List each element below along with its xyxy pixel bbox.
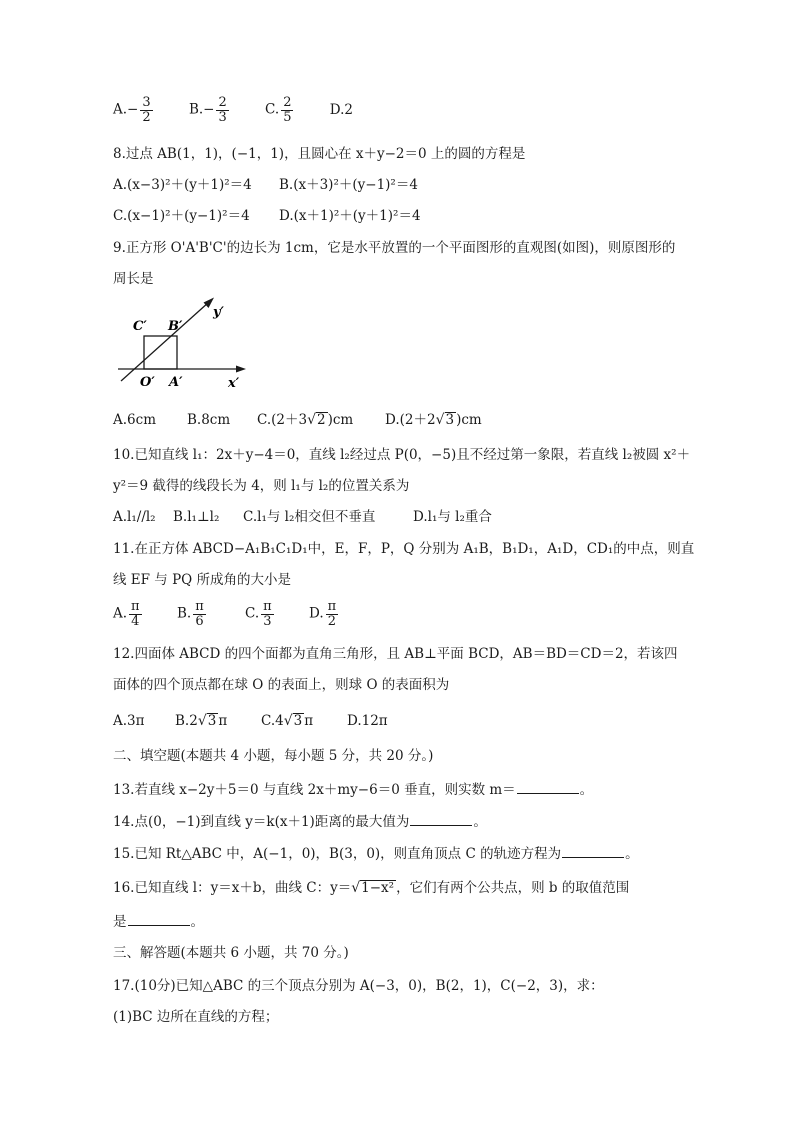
q7-option-b [189, 96, 231, 124]
q12-options [113, 713, 388, 731]
q11-a-fraction [129, 600, 142, 628]
q9-option-d [385, 412, 482, 430]
q8-option-d: D.(x＋1)²＋(y＋1)²＝4 [279, 208, 421, 224]
label-y-prime: y′ [213, 305, 224, 320]
q16-line2-pre: 是 [113, 914, 127, 930]
q16-line2 [113, 913, 204, 931]
q9-c-post: )cm [327, 412, 354, 428]
radical-sign: √ [283, 713, 293, 729]
q8-options-row2 [113, 208, 421, 225]
q11-b-label: B. [177, 605, 192, 622]
q7-option-a [113, 96, 155, 124]
q7-a-label: A. [113, 101, 128, 118]
q13-answer-blank[interactable] [517, 781, 579, 794]
q11-c-num: π [263, 599, 272, 614]
label-b-prime: B′ [168, 319, 183, 334]
label-x-prime: x′ [228, 376, 240, 391]
label-c-prime: C′ [133, 319, 147, 334]
q11-option-a [113, 600, 177, 628]
q10-option-c: C.l₁与 l₂相交但不垂直 [243, 509, 376, 525]
q7-c-label: C. [265, 101, 280, 118]
q16-line1 [113, 880, 629, 898]
q7-b-fraction [216, 96, 228, 124]
radical-sign: √ [307, 412, 317, 428]
q10-options [113, 509, 492, 526]
q16-text: 16.已知直线 l：y＝x＋b，曲线 C：y＝ [113, 880, 352, 896]
q11-d-num: π [327, 599, 337, 614]
q12-line1: 12.四面体 ABCD 的四个面都为直角三角形，且 AB⊥平面 BCD，AB＝BD＝CD＝2，若该四 [113, 646, 678, 662]
q16-radicand: 1−x² [361, 880, 395, 896]
q15-text: 15.已知 Rt△ABC 中，A(−1，0)，B(3，0)，则直角顶点 C 的轨迹方程为 [113, 846, 562, 862]
q11-options [113, 600, 340, 628]
q8-option-c: C.(x−1)²＋(y−1)²＝4 [113, 208, 250, 224]
q11-d-label: D. [309, 605, 324, 622]
q12-option-d: D.12π [347, 713, 388, 729]
q7-b-den: 3 [218, 109, 227, 125]
q10-option-d: D.l₁与 l₂重合 [413, 509, 492, 525]
q11-line2: 线 EF 与 PQ 所成角的大小是 [113, 572, 292, 588]
q8-stem: 8.过点 AB(1，1)，(−1，1)，且圆心在 x＋y−2＝0 上的圆的方程是 [113, 146, 526, 162]
q17-part1: (1)BC 边所在直线的方程； [113, 1009, 279, 1025]
q14-end: 。 [473, 814, 487, 830]
q7-c-fraction [281, 96, 293, 124]
q8-options-row1 [113, 177, 418, 194]
q9-option-b: B.8cm [187, 412, 231, 428]
q7-b-num: 2 [218, 95, 227, 110]
radical-sign: √ [351, 880, 361, 896]
q9-d-radicand: 3 [445, 412, 455, 428]
q11-line1: 11.在正方体 ABCD−A₁B₁C₁D₁中，E，F，P，Q 分别为 A₁B，B₁D₁，A₁D，CD₁的中点，则直 [113, 541, 695, 557]
q7-options [113, 96, 353, 124]
q11-option-b [177, 600, 245, 628]
q11-d-fraction [326, 600, 339, 628]
q11-option-d [309, 600, 340, 628]
q9-stem-line2: 周长是 [113, 271, 154, 287]
q16-answer-blank[interactable] [128, 913, 190, 926]
q11-c-den: 3 [263, 613, 272, 629]
q7-c-den: 5 [283, 109, 292, 125]
q14-answer-blank[interactable] [410, 813, 472, 826]
section-3-heading: 三、解答题(本题共 6 小题，共 70 分。) [113, 945, 349, 961]
radical-sign: √ [197, 713, 207, 729]
q10-line1: 10.已知直线 l₁：2x＋y−4＝0，直线 l₂经过点 P(0，−5)且不经过第一象限，若直线 l₂被圆 x²＋ [113, 447, 691, 463]
section-2-heading: 二、填空题(本题共 4 小题，每小题 5 分，共 20 分。) [113, 748, 434, 764]
q7-a-num: 3 [142, 95, 151, 110]
q12-line2: 面体的四个顶点都在球 O 的表面上，则球 O 的表面积为 [113, 677, 450, 693]
q17-stem: 17.(10分)已知△ABC 的三个顶点分别为 A(−3，0)，B(2，1)，C(−2，3)，求： [113, 978, 604, 994]
radical-sign: √ [435, 412, 445, 428]
q16-end: 。 [190, 914, 204, 930]
q9-stem-line1: 9.正方形 O'A'B'C'的边长为 1cm，它是水平放置的一个平面图形的直观图(如图)，则原图形的 [113, 240, 676, 256]
q9-d-post: )cm [456, 412, 482, 428]
q13 [113, 781, 593, 799]
q11-d-den: 2 [327, 613, 337, 629]
q11-a-num: π [131, 599, 140, 614]
q7-a-fraction [140, 96, 152, 124]
q9-d-pre: D.(2＋2 [385, 412, 436, 428]
q16-text-post: ，它们有两个公共点，则 b 的取值范围 [396, 880, 630, 896]
q12-option-a: A.3π [113, 713, 145, 729]
q12-c-radicand: 3 [293, 713, 303, 729]
q7-option-d: D.2 [329, 101, 353, 118]
q9-option-c [257, 412, 385, 430]
q10-option-a: A.l₁//l₂ [113, 509, 156, 525]
q14 [113, 813, 487, 831]
q10-option-b: B.l₁⊥l₂ [173, 509, 220, 525]
q11-b-fraction [193, 600, 206, 628]
label-o-prime: O′ [140, 375, 155, 390]
q12-c-post: π [304, 713, 314, 729]
q15-answer-blank[interactable] [562, 845, 624, 858]
q14-text: 14.点(0，−1)到直线 y＝k(x＋1)距离的最大值为 [113, 814, 410, 830]
label-a-prime: A′ [169, 375, 183, 390]
q12-b-post: π [218, 713, 228, 729]
q7-a-den: 2 [142, 109, 151, 125]
q8-option-b: B.(x＋3)²＋(y−1)²＝4 [279, 177, 418, 193]
q12-option-b [175, 713, 261, 731]
q7-a-sign: − [127, 101, 139, 118]
q11-b-num: π [195, 599, 204, 614]
q11-a-label: A. [113, 605, 128, 622]
q9-c-pre: C.(2＋3 [257, 412, 308, 428]
q11-b-den: 6 [195, 613, 204, 629]
q9-figure [113, 294, 263, 394]
q13-end: 。 [579, 782, 594, 798]
q7-b-sign: − [203, 101, 215, 118]
q11-option-c [245, 600, 309, 628]
q15 [113, 845, 639, 863]
q9-c-radicand: 2 [317, 412, 326, 428]
q13-text: 13.若直线 x−2y＋5＝0 与直线 2x＋my−6＝0 垂直，则实数 m＝ [113, 782, 516, 798]
q9-option-a: A.6cm [113, 412, 156, 428]
q12-b-radicand: 3 [207, 713, 217, 729]
q9-options [113, 412, 482, 430]
q10-line2: y²＝9 截得的线段长为 4，则 l₁与 l₂的位置关系为 [113, 478, 410, 494]
q15-end: 。 [625, 846, 639, 862]
q11-c-label: C. [245, 605, 260, 622]
q7-c-num: 2 [283, 95, 292, 110]
q8-option-a: A.(x−3)²＋(y＋1)²＝4 [113, 177, 252, 193]
x-axis-arrow [236, 366, 246, 373]
q12-option-c [261, 713, 347, 731]
q12-b-pre: B.2 [175, 713, 198, 729]
q11-a-den: 4 [131, 613, 140, 629]
square-o-a-b-c [144, 336, 177, 369]
q7-b-label: B. [188, 101, 204, 118]
q11-c-fraction [261, 600, 274, 628]
q7-option-c [265, 96, 295, 124]
q12-c-pre: C.4 [261, 713, 284, 729]
